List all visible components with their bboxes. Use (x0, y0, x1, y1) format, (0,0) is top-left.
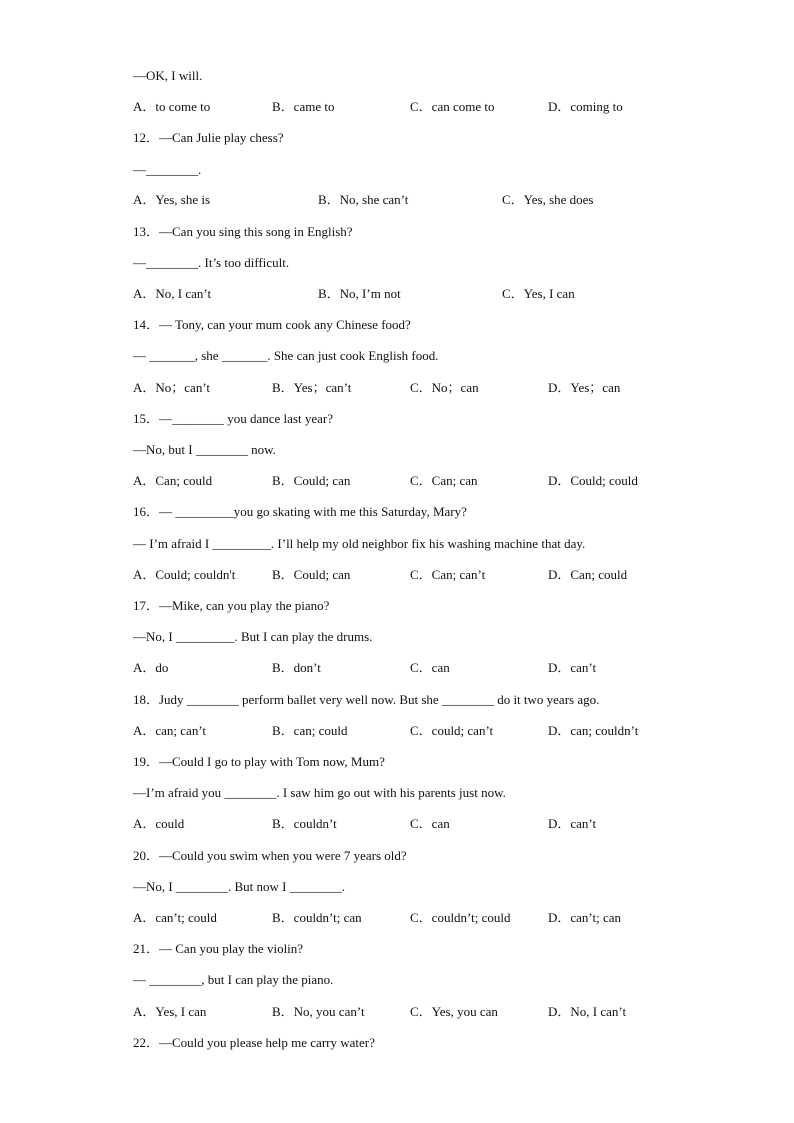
q19-answer-line: —I’m afraid you ________. I saw him go out with his parents just now. (133, 785, 506, 800)
q16-option-a: A．Could; couldn't (133, 567, 236, 582)
q14-question: 14．— Tony, can your mum cook any Chinese food? (133, 317, 411, 332)
q17-question: 17．—Mike, can you play the piano? (133, 598, 330, 613)
q11-answer-line: —OK, I will. (133, 68, 203, 83)
q15-option-b: B．Could; can (272, 473, 351, 488)
q13-option-a: A．No, I can’t (133, 286, 212, 301)
q20-answer-line: —No, I ________. But now I ________. (133, 879, 345, 894)
q14-option-b: B．Yes；can’t (272, 380, 352, 395)
q12-question: 12．—Can Julie play chess? (133, 130, 284, 145)
q21-option-b: B．No, you can’t (272, 1004, 365, 1019)
q19-option-d: D．can’t (548, 816, 597, 831)
q17-answer-line: —No, I _________. But I can play the drums. (133, 629, 373, 644)
q14-answer-line: — _______, she _______. She can just cook English food. (133, 348, 439, 363)
q21-answer-line: — ________, but I can play the piano. (133, 972, 334, 987)
q12-option-c: C．Yes, she does (502, 192, 594, 207)
q16-question: 16．— _________you go skating with me this Saturday, Mary? (133, 504, 467, 519)
q15-answer-line: —No, but I ________ now. (133, 442, 276, 457)
q21-option-a: A．Yes, I can (133, 1004, 207, 1019)
q14-option-a: A．No；can’t (133, 380, 211, 395)
q17-option-a: A．do (133, 660, 169, 675)
q18-option-a: A．can; can’t (133, 723, 207, 738)
q13-option-b: B．No, I’m not (318, 286, 401, 301)
q20-option-a: A．can’t; could (133, 910, 217, 925)
q13-question: 13．—Can you sing this song in English? (133, 224, 353, 239)
q15-option-a: A．Can; could (133, 473, 213, 488)
q20-option-c: C．couldn’t; could (410, 910, 511, 925)
q17-option-d: D．can’t (548, 660, 597, 675)
q18-option-d: D．can; couldn’t (548, 723, 639, 738)
q12-option-b: B．No, she can’t (318, 192, 409, 207)
q15-question: 15．—________ you dance last year? (133, 411, 334, 426)
q18-option-c: C．could; can’t (410, 723, 494, 738)
q16-option-b: B．Could; can (272, 567, 351, 582)
q20-option-b: B．couldn’t; can (272, 910, 362, 925)
q17-option-c: C．can (410, 660, 450, 675)
q13-option-c: C．Yes, I can (502, 286, 575, 301)
q16-option-d: D．Can; could (548, 567, 628, 582)
q20-question: 20．—Could you swim when you were 7 years old? (133, 848, 407, 863)
q19-question: 19．—Could I go to play with Tom now, Mum? (133, 754, 385, 769)
q11-option-c: C．can come to (410, 99, 495, 114)
q11-option-d: D．coming to (548, 99, 623, 114)
q15-option-c: C．Can; can (410, 473, 478, 488)
q11-option-b: B．came to (272, 99, 335, 114)
q21-option-c: C．Yes, you can (410, 1004, 498, 1019)
q11-option-a: A．to come to (133, 99, 211, 114)
q12-option-a: A．Yes, she is (133, 192, 211, 207)
q21-option-d: D．No, I can’t (548, 1004, 627, 1019)
q15-option-d: D．Could; could (548, 473, 638, 488)
q13-answer-line: —________. It’s too difficult. (133, 255, 290, 270)
q18-option-b: B．can; could (272, 723, 348, 738)
q16-answer-line: — I’m afraid I _________. I’ll help my old neighbor fix his washing machine that day. (133, 536, 586, 551)
q20-option-d: D．can’t; can (548, 910, 622, 925)
q19-option-c: C．can (410, 816, 450, 831)
q16-option-c: C．Can; can’t (410, 567, 486, 582)
q14-option-c: C．No；can (410, 380, 479, 395)
q19-option-a: A．could (133, 816, 185, 831)
q21-question: 21．— Can you play the violin? (133, 941, 304, 956)
q19-option-b: B．couldn’t (272, 816, 337, 831)
q18-question: 18．Judy ________ perform ballet very well now. But she ________ do it two years ago. (133, 692, 600, 707)
q17-option-b: B．don’t (272, 660, 321, 675)
q12-answer-line: —________. (133, 162, 202, 177)
q14-option-d: D．Yes；can (548, 380, 621, 395)
q22-question: 22．—Could you please help me carry water? (133, 1035, 375, 1050)
